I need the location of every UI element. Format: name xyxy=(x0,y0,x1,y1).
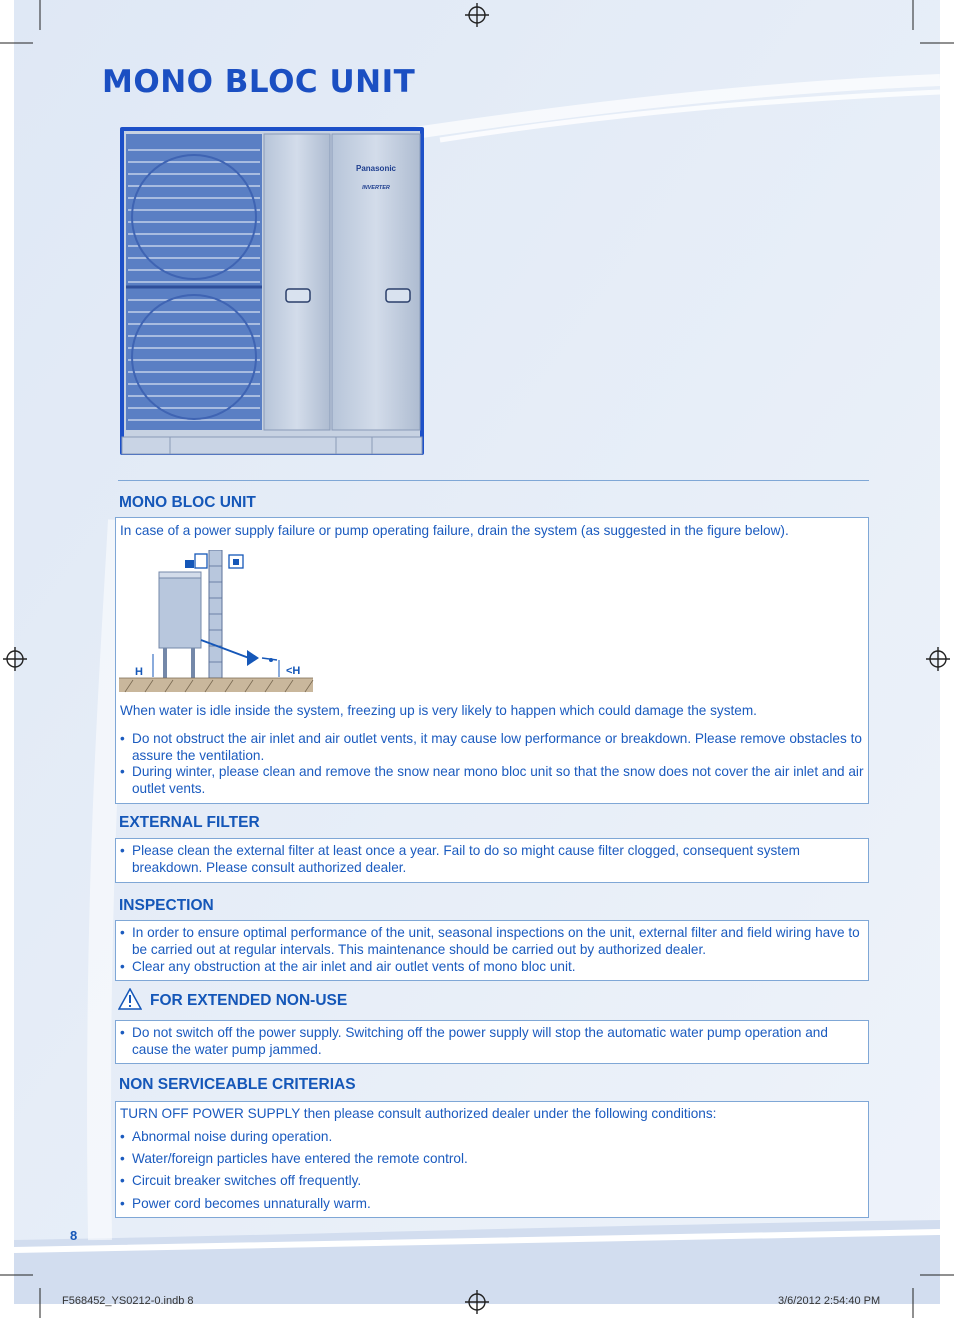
list-item: • In order to ensure optimal performance of the unit, seasonal inspections on the unit, external filter and field wiring have to be carried out at regular intervals. This maintenance should be carried out by authorized dealer. xyxy=(120,925,864,958)
list-item: • Abnormal noise during operation. xyxy=(120,1129,864,1146)
footer-filename: F568452_YS0212-0.indb 8 xyxy=(62,1295,194,1307)
list-item: • Clear any obstruction at the air inlet and air outlet vents of mono bloc unit. xyxy=(120,959,864,976)
list-item: • Water/foreign particles have entered the remote control. xyxy=(120,1151,864,1168)
section-divider xyxy=(118,480,869,481)
section-box-mono-bloc xyxy=(115,517,869,804)
section-box-non-serviceable xyxy=(115,1101,869,1218)
mono-bloc-unit-illustration xyxy=(118,125,428,461)
brand-label: Panasonic xyxy=(355,164,397,173)
page-title: MONO BLOC UNIT xyxy=(102,64,416,100)
drain-figure xyxy=(119,550,319,695)
footer-timestamp: 3/6/2012 2:54:40 PM xyxy=(778,1295,881,1307)
list-item: • Do not obstruct the air inlet and air outlet vents, it may cause low performance or breakdown. Please remove obstacles to assure the ventilation. xyxy=(120,731,864,764)
list-item: • Circuit breaker switches off frequently. xyxy=(120,1173,864,1190)
handle-right xyxy=(386,289,410,302)
section-heading-mono-bloc: MONO BLOC UNIT xyxy=(119,494,256,511)
section-box-extended-non-use xyxy=(115,1020,869,1064)
mono-bloc-note: When water is idle inside the system, freezing up is very likely to happen which could damage the system. xyxy=(120,703,757,718)
section-heading-non-serviceable: NON SERVICEABLE CRITERIAS xyxy=(119,1076,356,1093)
handle-left xyxy=(286,289,310,302)
section-heading-external-filter: EXTERNAL FILTER xyxy=(119,814,260,831)
list-item: • During winter, please clean and remove the snow near mono bloc unit so that the snow does not cover the air inlet and air outlet vents. xyxy=(120,764,864,797)
warning-icon xyxy=(118,988,142,1010)
section-box-inspection xyxy=(115,920,869,981)
mono-bloc-intro: In case of a power supply failure or pump operating failure, drain the system (as suggested in the figure below). xyxy=(120,523,789,538)
figure-label-h: H xyxy=(135,666,143,678)
non-serviceable-intro: TURN OFF POWER SUPPLY then please consult authorized dealer under the following conditions: xyxy=(120,1106,717,1121)
inverter-badge: INVERTER xyxy=(362,185,390,191)
figure-label-less-h: <H xyxy=(286,665,301,677)
section-heading-inspection: INSPECTION xyxy=(119,897,214,914)
list-item: • Do not switch off the power supply. Switching off the power supply will stop the automatic water pump operation and cause the water pump jammed. xyxy=(120,1025,864,1058)
section-box-external-filter xyxy=(115,838,869,883)
section-heading-extended-non-use: FOR EXTENDED NON-USE xyxy=(150,992,348,1009)
page-number: 8 xyxy=(70,1228,78,1243)
list-item: • Power cord becomes unnaturally warm. xyxy=(120,1196,864,1213)
list-item: • Please clean the external filter at least once a year. Fail to do so might cause filter clogged, consequent system breakdown. Please consult authorized dealer. xyxy=(120,843,864,876)
